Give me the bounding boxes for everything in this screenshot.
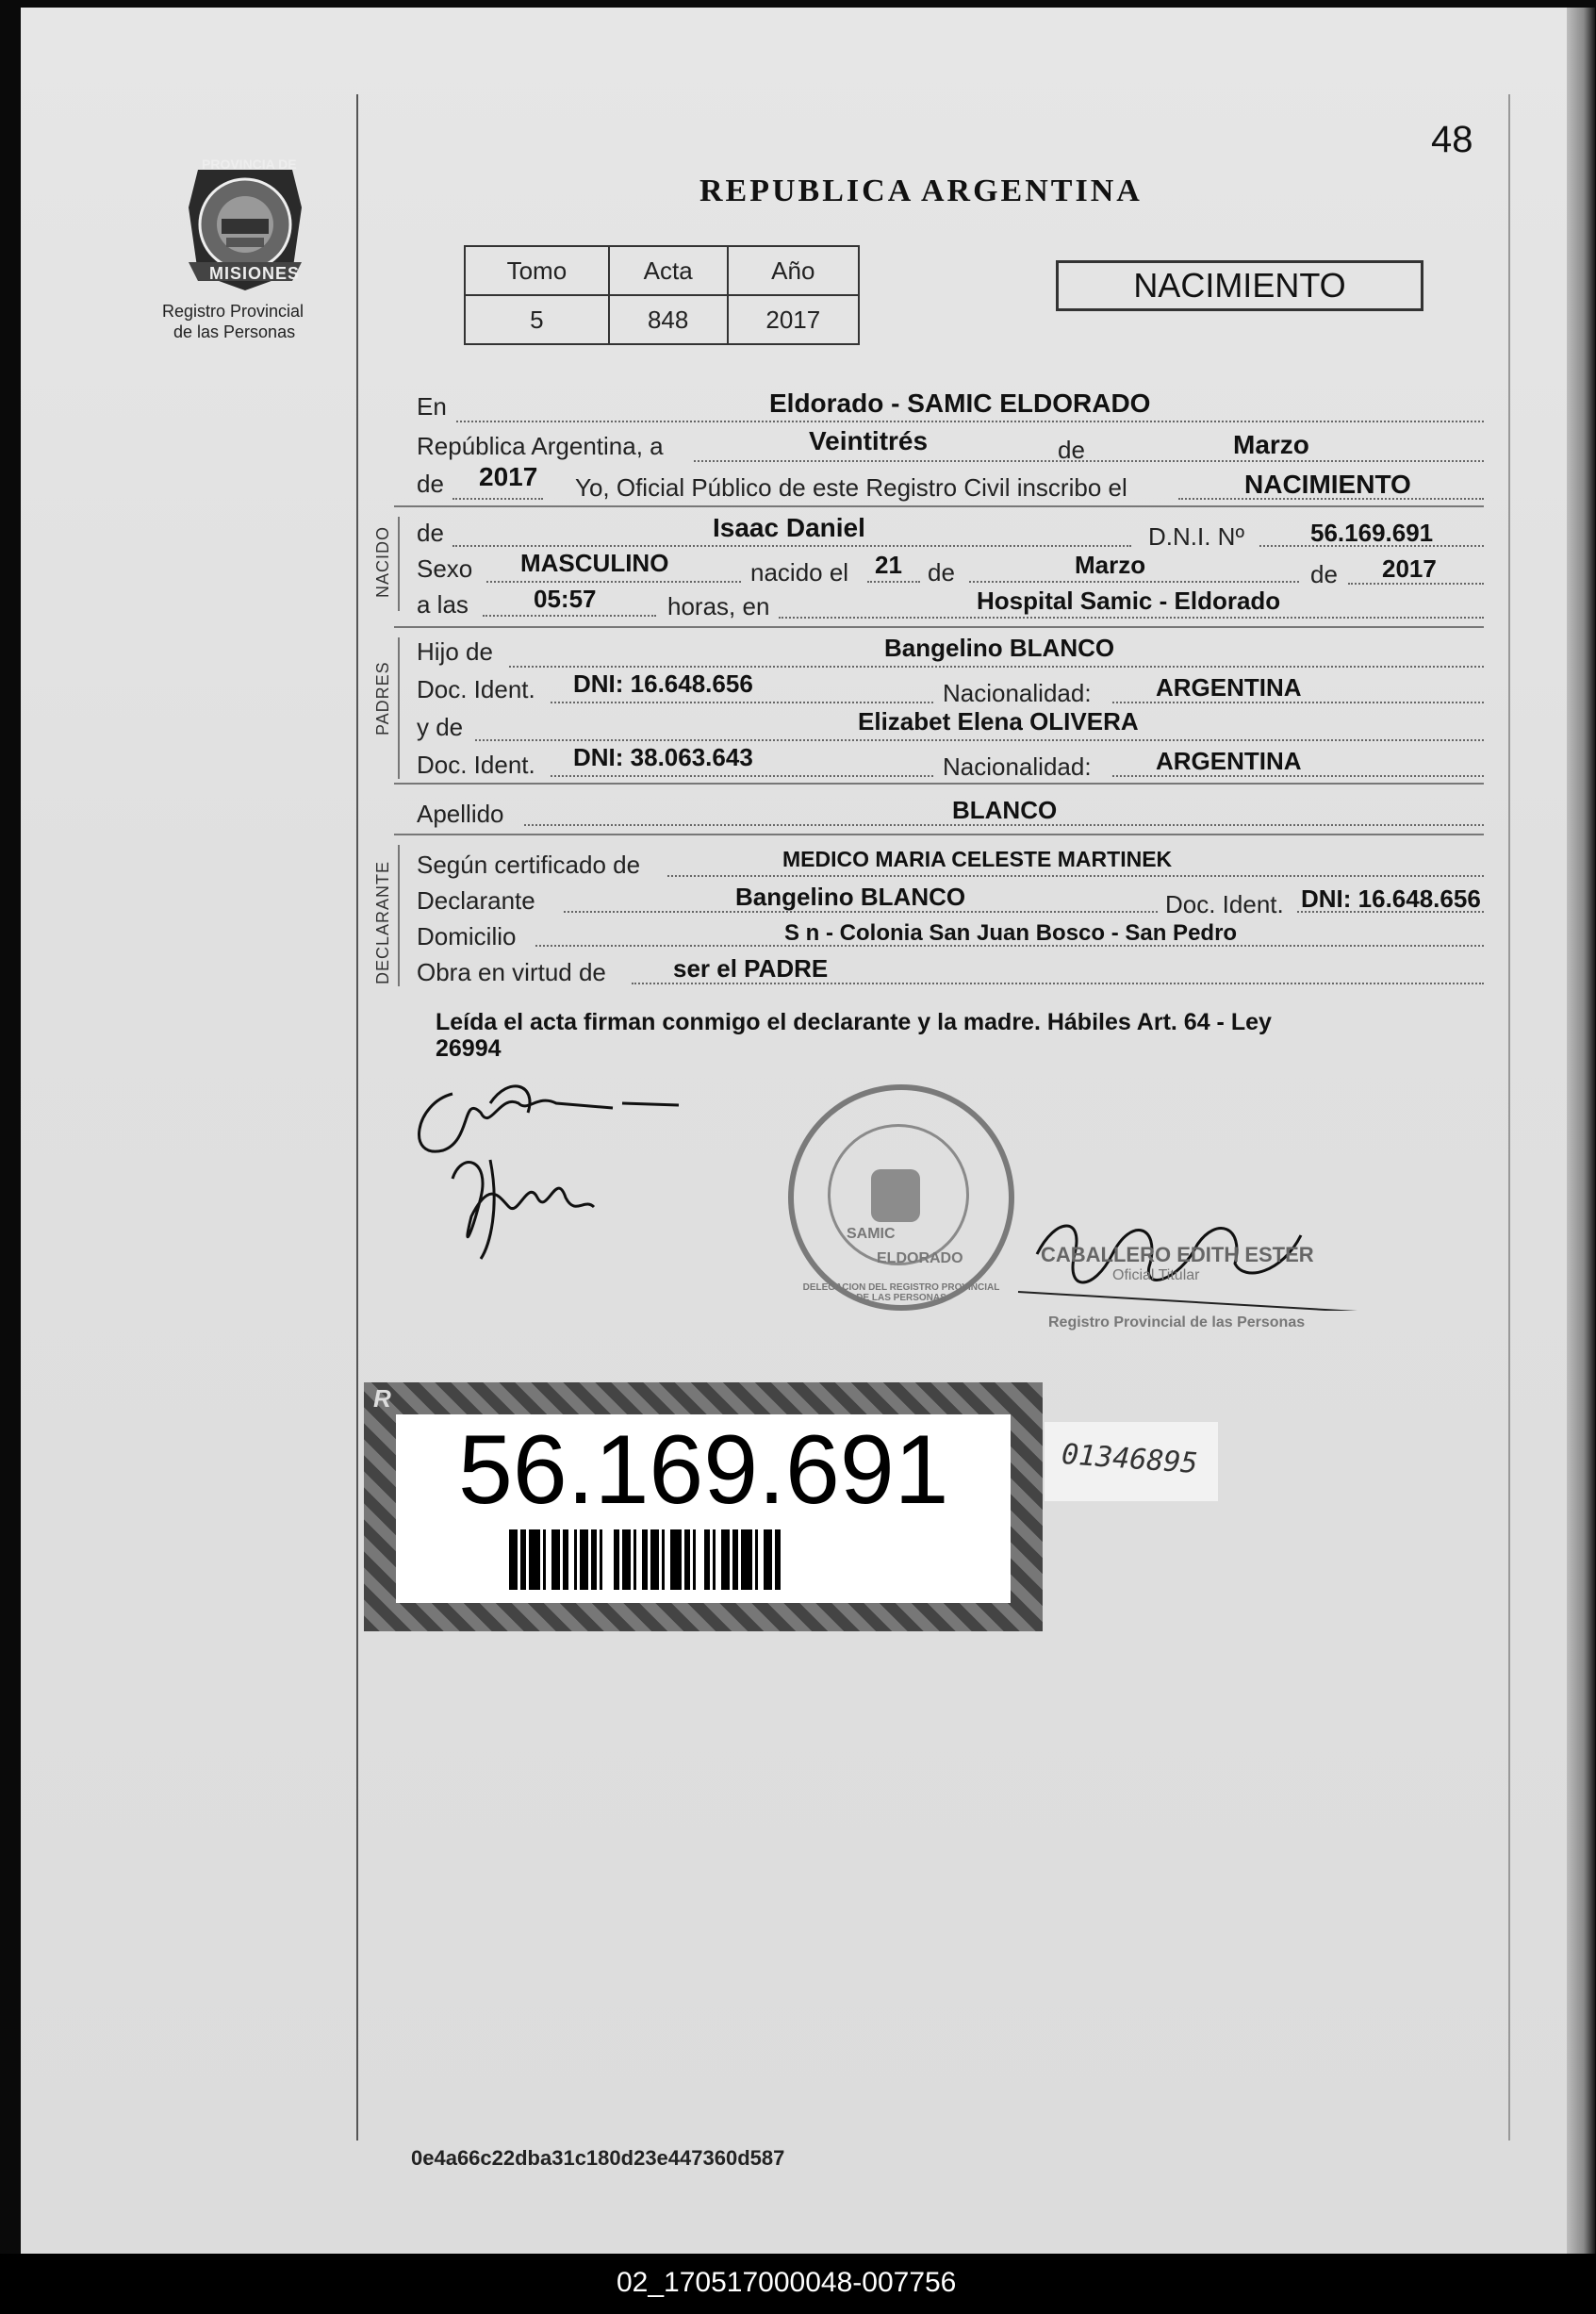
act-type-box: NACIMIENTO [1056,260,1423,311]
barcode-bar [622,1529,631,1590]
padres-section-label: PADRES [373,661,392,736]
dotted-line [452,498,543,500]
en-label: En [417,392,447,421]
certificado-value: MEDICO MARIA CELESTE MARTINEK [782,847,1173,871]
child-dni-value: 56.169.691 [1310,519,1434,547]
barcode-number: 56.169.691 [458,1415,949,1525]
nacido-el-label: nacido el [750,558,849,587]
dotted-line [867,581,920,583]
sexo-value: MASCULINO [520,549,669,577]
table-header-tomo: Tomo [465,246,609,295]
section-divider [394,505,1484,507]
section-divider [394,783,1484,785]
stamp-inner-bottom: ELDORADO [877,1250,963,1266]
declarante-doc-value: DNI: 16.648.656 [1301,884,1481,913]
closing-line-1: Leída el acta firman conmigo el declarante y la madre. Hábiles Art. 64 - Ley [436,1009,1272,1035]
dotted-line [452,545,1131,547]
mother-name-value: Elizabet Elena OLIVERA [858,707,1139,736]
barcode-bar [721,1529,730,1590]
barcode-bar [713,1529,716,1590]
paper-edge [1567,8,1595,2254]
section-divider [394,626,1484,628]
barcode-bar [614,1529,619,1590]
month-value: Marzo [1233,430,1309,459]
a-las-label: a las [417,590,469,619]
barcode-bar [551,1529,560,1590]
signature-madre-icon [434,1141,622,1264]
day-words-value: Veintitrés [809,426,929,455]
scan-footer-id: 02_170517000048-007756 [617,2267,957,2298]
dotted-line [551,702,933,703]
left-margin-line [356,94,358,2140]
dotted-line [694,460,1484,462]
stamp-inner-top: SAMIC [847,1226,896,1242]
hijo-de-label: Hijo de [417,637,493,666]
nacido-section-label: NACIDO [373,525,392,598]
father-nationality-label: Nacionalidad: [943,679,1092,707]
section-bracket [398,517,400,611]
dotted-line [475,739,1484,741]
act-word-value: NACIMIENTO [1244,470,1411,499]
de-label: de [1310,560,1338,588]
barcode-bar [764,1529,772,1590]
logo-banner-text: MISIONES [209,264,301,283]
logo-caption-1: Registro Provincial [162,302,304,321]
table-cell-tomo: 5 [465,295,609,344]
official-role: Oficial Titular [1112,1267,1200,1283]
place-value: Eldorado - SAMIC ELDORADO [769,388,1151,418]
barcode-bar [642,1529,648,1590]
right-margin-line [1508,94,1510,2140]
document-title: REPUBLICA ARGENTINA [699,174,1143,208]
birth-place-value: Hospital Samic - Eldorado [977,587,1281,615]
barcode-bar [591,1529,597,1590]
birth-time-value: 05:57 [534,585,597,613]
year-value: 2017 [479,462,538,491]
dotted-line [509,666,1484,668]
barcode-bar [650,1529,659,1590]
barcode-bar [543,1529,546,1590]
table-header-acta: Acta [609,246,728,295]
dotted-line [551,775,933,777]
declarante-doc-label: Doc. Ident. [1165,890,1284,918]
dotted-line [667,875,1484,877]
apellido-label: Apellido [417,800,504,828]
register-table [464,245,860,345]
stamp-ring-text: DELEGACION DEL REGISTRO PROVINCIAL DE LAS PERSONAS [802,1282,1000,1303]
dotted-line [969,581,1299,583]
obra-label: Obra en virtud de [417,958,606,986]
table-header-anio: Año [728,246,859,295]
declarante-value: Bangelino BLANCO [735,883,966,911]
barcode-bar [732,1529,738,1590]
barcode-bar [775,1529,781,1590]
y-de-label: y de [417,713,464,741]
barcode-bar [580,1529,588,1590]
serial-number: 01346895 [1060,1438,1199,1480]
table-cell-acta: 848 [609,295,728,344]
nacido-de-label: de [417,519,444,547]
mother-doc-value: DNI: 38.063.643 [573,743,753,771]
dotted-line [456,421,1484,422]
logo-ring-text: PROVINCIA DE [202,157,297,172]
barcode-bar [684,1529,690,1590]
section-bracket [398,637,400,779]
closing-line-2: 26994 [436,1035,502,1062]
section-divider [394,834,1484,835]
sexo-label: Sexo [417,554,473,583]
barcode-bar [529,1529,540,1590]
certificado-label: Según certificado de [417,851,641,879]
barcode-bar [633,1529,636,1590]
child-name-value: Isaac Daniel [713,513,865,542]
de-label: de [928,558,955,587]
logo-caption-2: de las Personas [173,322,296,341]
dotted-line [779,617,1484,619]
barcode-bar [574,1529,577,1590]
birth-year-value: 2017 [1382,554,1437,583]
republica-label: República Argentina, a [417,432,664,460]
dotted-line [486,581,741,583]
domicilio-value: S n - Colonia San Juan Bosco - San Pedro [784,920,1238,946]
de-label: de [417,470,444,498]
domicilio-label: Domicilio [417,922,517,950]
barcode-bar [693,1529,696,1590]
sticker-pattern-letter: R [373,1384,391,1413]
stamp-emblem-icon [871,1169,920,1222]
mother-doc-label: Doc. Ident. [417,751,535,779]
barcode-bar [662,1529,665,1590]
table-cell-anio: 2017 [728,295,859,344]
apellido-value: BLANCO [952,796,1058,824]
declarante-label: Declarante [417,886,535,915]
father-doc-label: Doc. Ident. [417,675,535,703]
barcode-bar [755,1529,758,1590]
birth-month-value: Marzo [1075,551,1146,579]
obra-value: ser el PADRE [673,954,829,983]
barcode-bar [741,1529,752,1590]
dni-label: D.N.I. Nº [1148,522,1244,551]
section-bracket [398,845,400,986]
official-org: Registro Provincial de las Personas [1048,1314,1306,1331]
declarante-section-label: DECLARANTE [373,860,392,984]
mother-nationality-label: Nacionalidad: [943,752,1092,781]
barcode-bar [704,1529,710,1590]
horas-label: horas, en [667,592,770,620]
page-number: 48 [1431,119,1473,160]
barcode-bar [600,1529,602,1590]
birth-day-value: 21 [875,551,902,579]
official-name: CABALLERO EDITH ESTER [1041,1243,1314,1266]
barcode-bar [520,1529,526,1590]
dotted-line [483,615,656,617]
oficial-text: Yo, Oficial Público de este Registro Civil inscribo el [575,473,1127,502]
mother-nationality-value: ARGENTINA [1156,747,1302,775]
de-label: de [1058,436,1085,464]
barcode-bar [670,1529,682,1590]
barcode-bar [509,1529,518,1590]
father-nationality-value: ARGENTINA [1156,673,1302,702]
barcode-bars [509,1529,914,1590]
barcode-bar [563,1529,568,1590]
father-name-value: Bangelino BLANCO [884,634,1115,662]
father-doc-value: DNI: 16.648.656 [573,669,753,698]
document-hash: 0e4a66c22dba31c180d23e447360d587 [411,2146,785,2170]
